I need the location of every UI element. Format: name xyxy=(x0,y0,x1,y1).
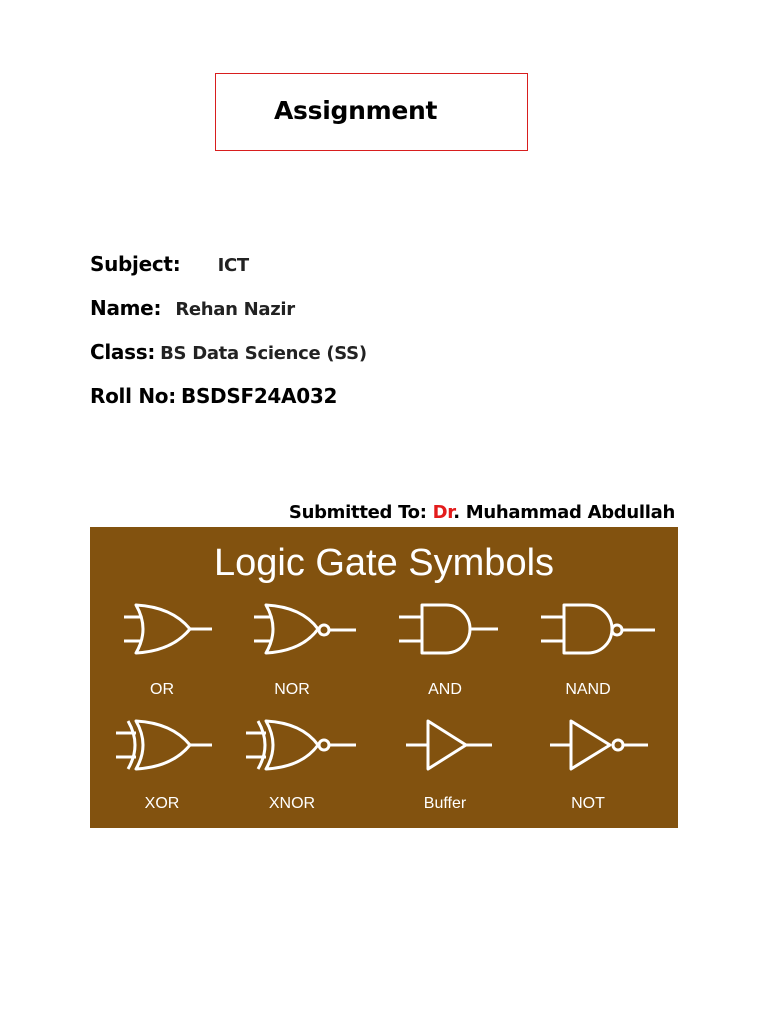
gate-label-xor: XOR xyxy=(144,795,180,812)
xnor-gate-icon xyxy=(246,721,356,769)
roll-label: Roll No: xyxy=(90,384,176,408)
buffer-gate-icon xyxy=(406,721,492,769)
submitted-to xyxy=(289,502,675,523)
gate-label-nor: NOR xyxy=(274,681,310,698)
gate-label-xnor: XNOR xyxy=(268,795,316,812)
name-value: Rehan Nazir xyxy=(175,299,295,320)
nand-gate-icon xyxy=(541,605,655,653)
or-gate-icon xyxy=(124,605,212,653)
roll-row xyxy=(90,384,337,408)
and-gate-icon xyxy=(399,605,498,653)
gate-label-not: NOT xyxy=(571,795,605,812)
name-row xyxy=(90,296,295,320)
class-value: BS Data Science (SS) xyxy=(160,343,367,364)
class-row xyxy=(90,340,367,364)
gate-label-and: AND xyxy=(428,681,462,698)
name-label: Name: xyxy=(90,296,162,320)
logic-gates-image xyxy=(90,527,678,828)
page-title: Assignment xyxy=(274,96,438,125)
roll-value: BSDSF24A032 xyxy=(181,384,338,408)
subject-row xyxy=(90,252,249,276)
xor-gate-icon xyxy=(116,721,212,769)
not-gate-icon xyxy=(550,721,648,769)
subject-value: ICT xyxy=(217,255,249,276)
submitted-name: Muhammad Abdullah xyxy=(465,502,675,523)
gate-label-nand: NAND xyxy=(565,681,611,698)
subject-label: Subject: xyxy=(90,252,181,276)
submitted-label: Submitted To: xyxy=(288,502,427,523)
gate-label-or: OR xyxy=(150,681,174,698)
gate-label-buffer: Buffer xyxy=(423,795,467,812)
submitted-title-dot: . xyxy=(453,502,460,523)
submitted-title-prefix: Dr xyxy=(432,502,454,523)
class-label: Class: xyxy=(90,340,156,364)
nor-gate-icon xyxy=(254,605,356,653)
logic-gates-heading: Logic Gate Symbols xyxy=(213,542,555,584)
